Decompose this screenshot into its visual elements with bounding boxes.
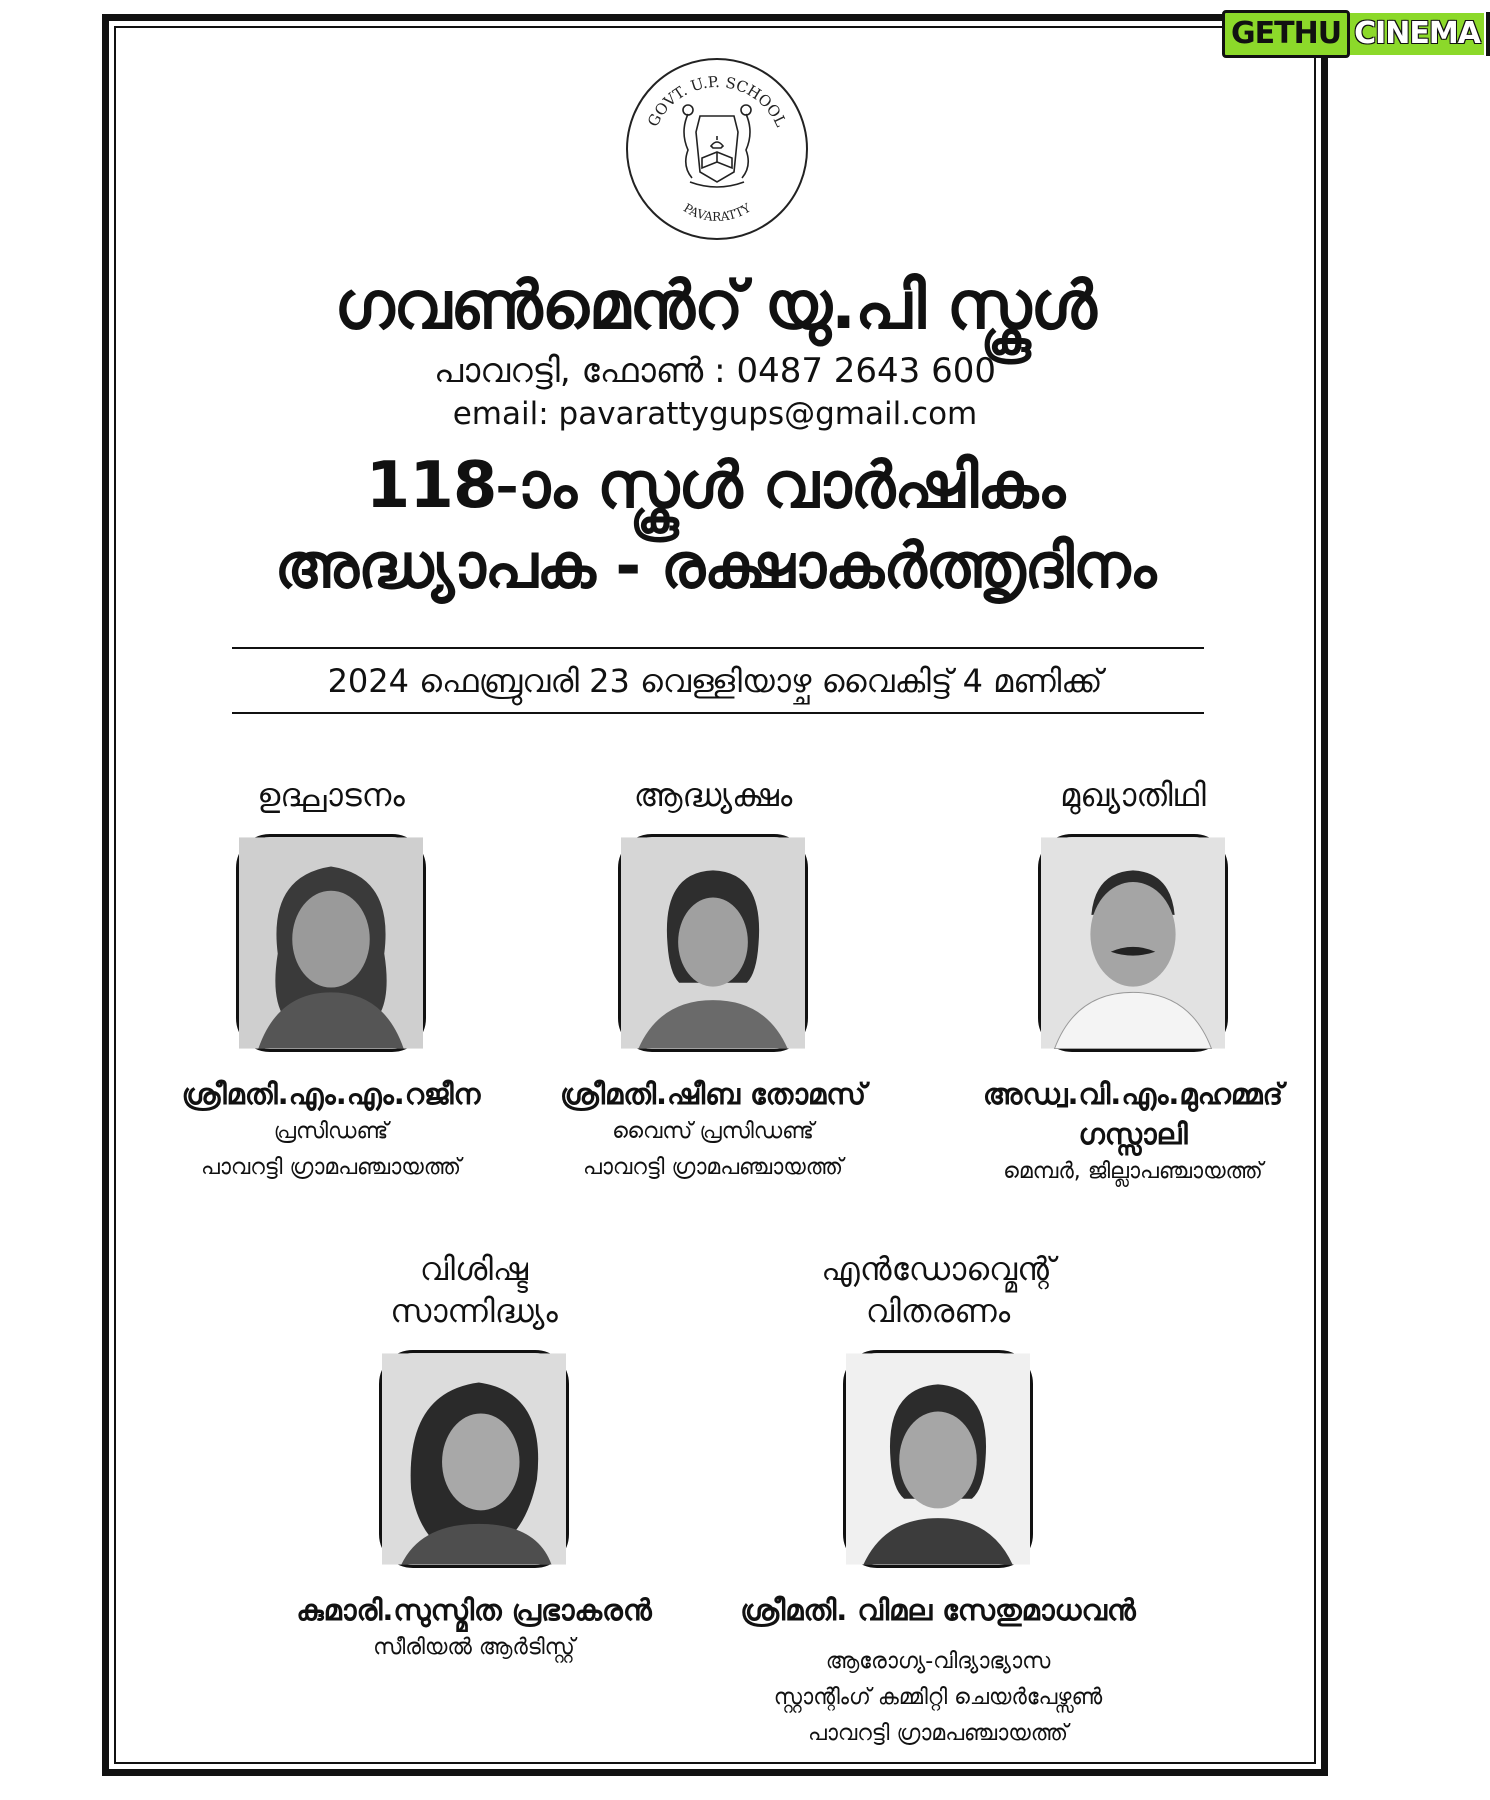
guest-name: ശ്രീമതി.ഷീബ തോമസ്	[559, 1077, 867, 1111]
seal-top-text: GOVT. U.P. SCHOOL	[643, 72, 791, 130]
guest-designation-2: സ്റ്റാന്റിംഗ് കമ്മിറ്റി ചെയർപേഴ്സൺ	[773, 1685, 1103, 1710]
guest-name: ശ്രീമതി.എം.എം.റജീന	[181, 1077, 481, 1111]
guest-designation: സീരിയൽ ആർടിസ്റ്റ്	[373, 1635, 575, 1660]
film-strip-icon	[1486, 12, 1490, 56]
guest-designation: വൈസ് പ്രസിഡണ്ട്	[612, 1119, 814, 1144]
guest-endowment-distribution	[718, 1248, 1158, 1752]
guest-role: ആദ്ധ്യക്ഷം	[633, 776, 793, 814]
guest-photo	[1038, 834, 1228, 1052]
guest-organisation: പാവറട്ടി ഗ്രാമപഞ്ചായത്ത്	[807, 1721, 1069, 1746]
guest-name: കുമാരി.സുസ്മിത പ്രഭാകരൻ	[296, 1593, 652, 1627]
guest-organisation: പാവറട്ടി ഗ്രാമപഞ്ചായത്ത്	[582, 1155, 844, 1180]
guest-inauguration	[151, 774, 511, 1186]
event-title-anniversary: 118-ാം സ്കൂൾ വാർഷികം	[365, 449, 1065, 523]
guest-role: മുഖ്യാതിഥി	[1060, 776, 1206, 814]
watermark-text-1: GETHU	[1222, 10, 1350, 58]
guest-role-line2: സാന്നിദ്ധ്യം	[390, 1292, 558, 1330]
guest-photo	[379, 1350, 569, 1568]
school-seal	[622, 54, 812, 244]
event-datetime: 2024 ഫെബ്രുവരി 23 വെള്ളിയാഴ്ച വൈകിട്ട് 4 മണിക്ക്	[327, 662, 1103, 700]
guest-role: ഉദ്ഘാടനം	[257, 776, 405, 814]
guest-role-line2: വിതരണം	[865, 1292, 1011, 1330]
school-name: ഗവൺമെൻറ് യു.പി സ്കൂൾ	[334, 267, 1096, 344]
seal-bottom-text: PAVARATTY	[681, 200, 753, 224]
watermark-text-2: CINEMA	[1350, 13, 1484, 55]
guest-presidency	[533, 774, 893, 1186]
guest-designation-1: ആരോഗ്യ-വിദ്യാഭ്യാസ	[825, 1649, 1051, 1674]
guest-photo	[618, 834, 808, 1052]
guest-special-presence	[294, 1248, 654, 1666]
guest-chief-guest	[935, 774, 1331, 1190]
guest-designation: മെമ്പർ, ജില്ലാപഞ്ചായത്ത്	[1003, 1159, 1263, 1184]
guest-role-line1: എൻഡോവ്മെന്റ്	[821, 1250, 1055, 1288]
event-title-pta-day: അദ്ധ്യാപക - രക്ഷാകർത്തൃദിനം	[274, 529, 1156, 602]
guest-photo	[236, 834, 426, 1052]
guest-designation: പ്രസിഡണ്ട്	[273, 1119, 389, 1144]
divider-bottom	[232, 712, 1204, 714]
watermark-logo	[1222, 8, 1480, 60]
guest-photo	[843, 1350, 1033, 1568]
guest-name-line2: ഗസ്സാലി	[1078, 1117, 1188, 1151]
email-address: email: pavarattygups@gmail.com	[452, 396, 978, 432]
guest-name-line1: അഡ്വ.വി.എം.മുഹമ്മദ്	[982, 1077, 1284, 1111]
guest-name: ശ്രീമതി. വിമല സേതുമാധവൻ	[740, 1593, 1136, 1627]
guest-role-line1: വിശിഷ്ട	[419, 1250, 529, 1288]
divider-top	[232, 647, 1204, 649]
address-phone: പാവറട്ടി, ഫോൺ : 0487 2643 600	[433, 351, 997, 391]
guest-organisation: പാവറട്ടി ഗ്രാമപഞ്ചായത്ത്	[200, 1155, 462, 1180]
